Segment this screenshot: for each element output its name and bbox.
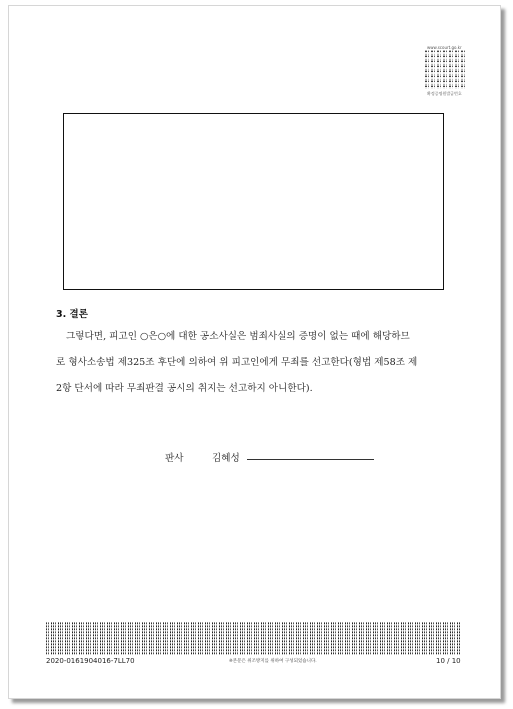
paragraph-line: 로 형사소송법 제325조 후단에 의하여 위 피고인에게 무죄를 선고한다(형법 제58조 제 [56, 357, 418, 368]
paragraph-line: 2항 단서에 따라 무죄판결 공시의 취지는 선고하지 아니한다). [56, 383, 313, 394]
qr-code-icon [425, 50, 465, 89]
document-id: 2020-0161904016-7LL70 [46, 657, 135, 665]
redaction-box [63, 113, 444, 290]
footer-notice: ※본문은 위조방지를 위하여 구성되었습니다. [229, 659, 317, 664]
section-heading: 3. 결론 [56, 309, 88, 320]
barcode [46, 622, 460, 655]
signature-role: 판사 [165, 453, 184, 464]
conclusion-paragraph [56, 324, 456, 402]
paragraph-line: 그렇다면, 피고인 ○은○에 대한 공소사실은 범죄사실의 증명이 없는 때에 해당하므 [66, 331, 410, 342]
signature-name: 김혜성 [212, 453, 240, 464]
qr-url: www.scourt.go.kr [427, 45, 462, 50]
page-number: 10 / 10 [436, 657, 461, 665]
qr-caption: 확정증명원발급번호 [427, 91, 462, 96]
signature-line [247, 459, 374, 460]
